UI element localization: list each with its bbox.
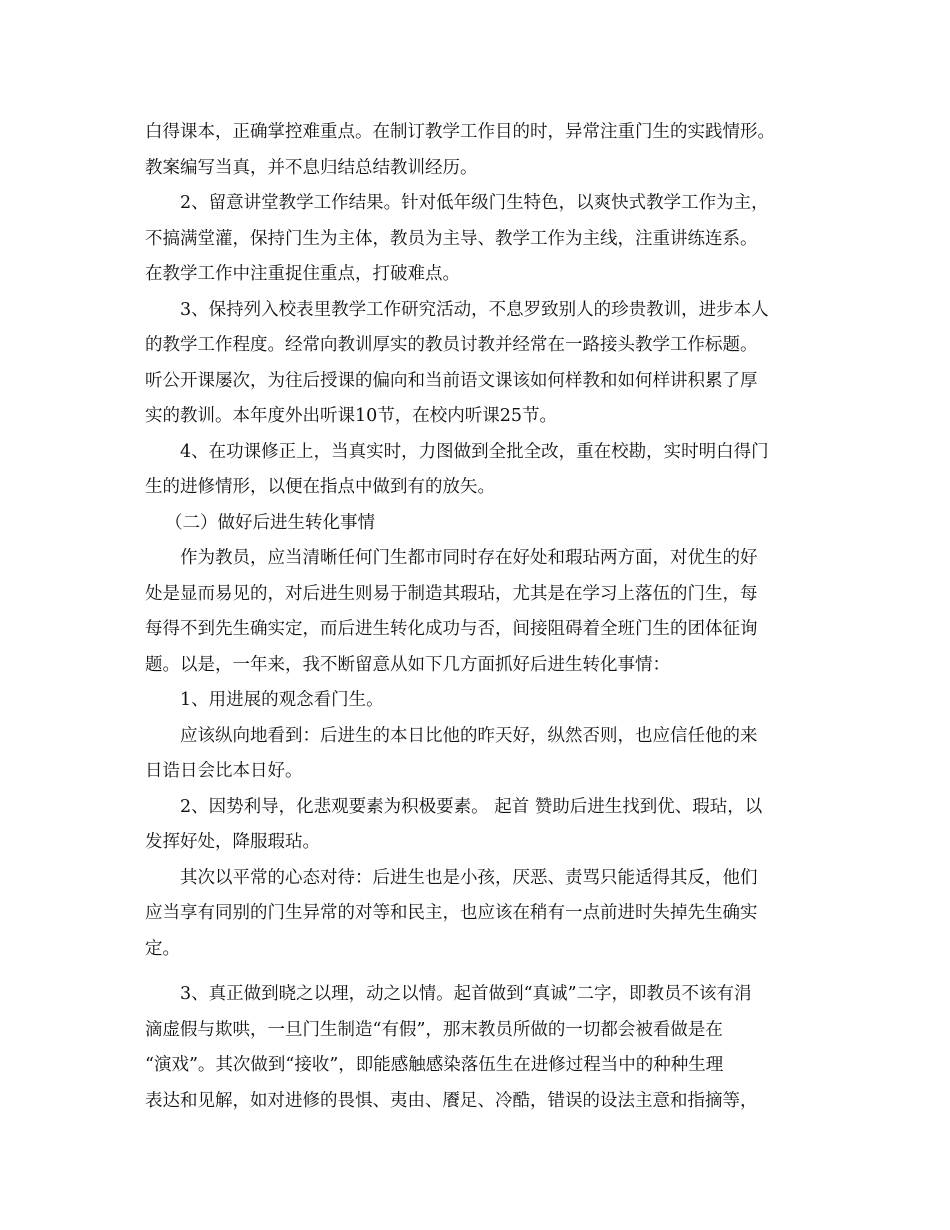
text-line: 作为教员，应当清晰任何门生都市同时存在好处和瑕玷两方面，对优生的好 — [180, 548, 758, 568]
text-line: 实的教训。本年度外出听课10节，在校内听课25节。 — [145, 406, 558, 426]
text-line: 在教学工作中注重捉住重点，打破难点。 — [145, 264, 460, 284]
text-line: 定。 — [145, 938, 180, 959]
text-line: 发挥好处，降服瑕玷。 — [145, 832, 320, 852]
text-line: 4、在功课修正上，当真实时，力图做到全批全改，重在校勘，实时明白得门 — [180, 441, 769, 462]
text-line: 的教学工作程度。经常向教训厚实的教员讨教并经常在一路接头教学工作标题。 — [145, 335, 758, 355]
text-line: 听公开课屡次，为往后授课的偏向和当前语文课该如何样教和如何样讲积累了厚 — [145, 370, 758, 391]
text-line: “演戏”。其次做到“接收”，即能感触感染落伍生在进修过程当中的种种生理 — [145, 1055, 724, 1075]
text-line: 题。以是，一年来，我不断留意从如下几方面抓好后进生转化事情： — [145, 654, 670, 675]
text-line: 每得不到先生确实定，而后进生转化成功与否，间接阻碍着全班门生的团体征询 — [145, 619, 758, 639]
text-line: 3、真正做到晓之以理，动之以情。起首做到“真诚”二字，即教员不该有涓 — [180, 984, 752, 1004]
text-line: 白得课本，正确掌控难重点。在制订教学工作目的时，异常注重门生的实践情形。 — [145, 122, 775, 142]
text-line: 处是显而易见的，对后进生则易于制造其瑕玷，尤其是在学习上落伍的门生，每 — [145, 583, 758, 604]
paragraph-gap — [145, 967, 810, 977]
text-line: 2、留意讲堂教学工作结果。针对低年级门生特色，以爽快式教学工作为主， — [180, 193, 769, 213]
text-line: 不搞满堂灌，保持门生为主体，教员为主导、教学工作为主线，注重讲练连系。 — [145, 228, 758, 249]
text-line: 表达和见解，如对进修的畏惧、夷由、餍足、冷酷，错误的设法主意和指摘等， — [145, 1090, 758, 1111]
text-line: 滴虚假与欺哄，一旦门生制造“有假”，那末教员所做的一切都会被看做是在 — [145, 1019, 723, 1040]
text-line: 生的进修情形，以便在指点中做到有的放矢。 — [145, 477, 495, 497]
text-line: 2、因势利导，化悲观要素为积极要素。 起首 赞助后进生找到优、瑕玷，以 — [180, 796, 763, 817]
text-line: 日诰日会比本日好。 — [145, 761, 303, 781]
text-line: 应该纵向地看到：后进生的本日比他的昨天好，纵然否则，也应信任他的来 — [180, 725, 758, 746]
text-line: 应当享有同别的门生异常的对等和民主，也应该在稍有一点前进时失掉先生确实 — [145, 903, 758, 923]
section-heading: （二）做好后进生转化事情 — [165, 512, 375, 533]
document-body — [145, 115, 810, 1119]
text-line: 1、用进展的观念看门生。 — [180, 690, 384, 710]
text-line: 其次以平常的心态对待：后进生也是小孩，厌恶、责骂只能适得其反，他们 — [180, 867, 758, 888]
text-line: 3、保持列入校表里教学工作研究活动，不息罗致别人的珍贵教训，进步本人 — [180, 299, 769, 320]
text-line: 教案编写当真，并不息归结总结教训经历。 — [145, 157, 478, 178]
